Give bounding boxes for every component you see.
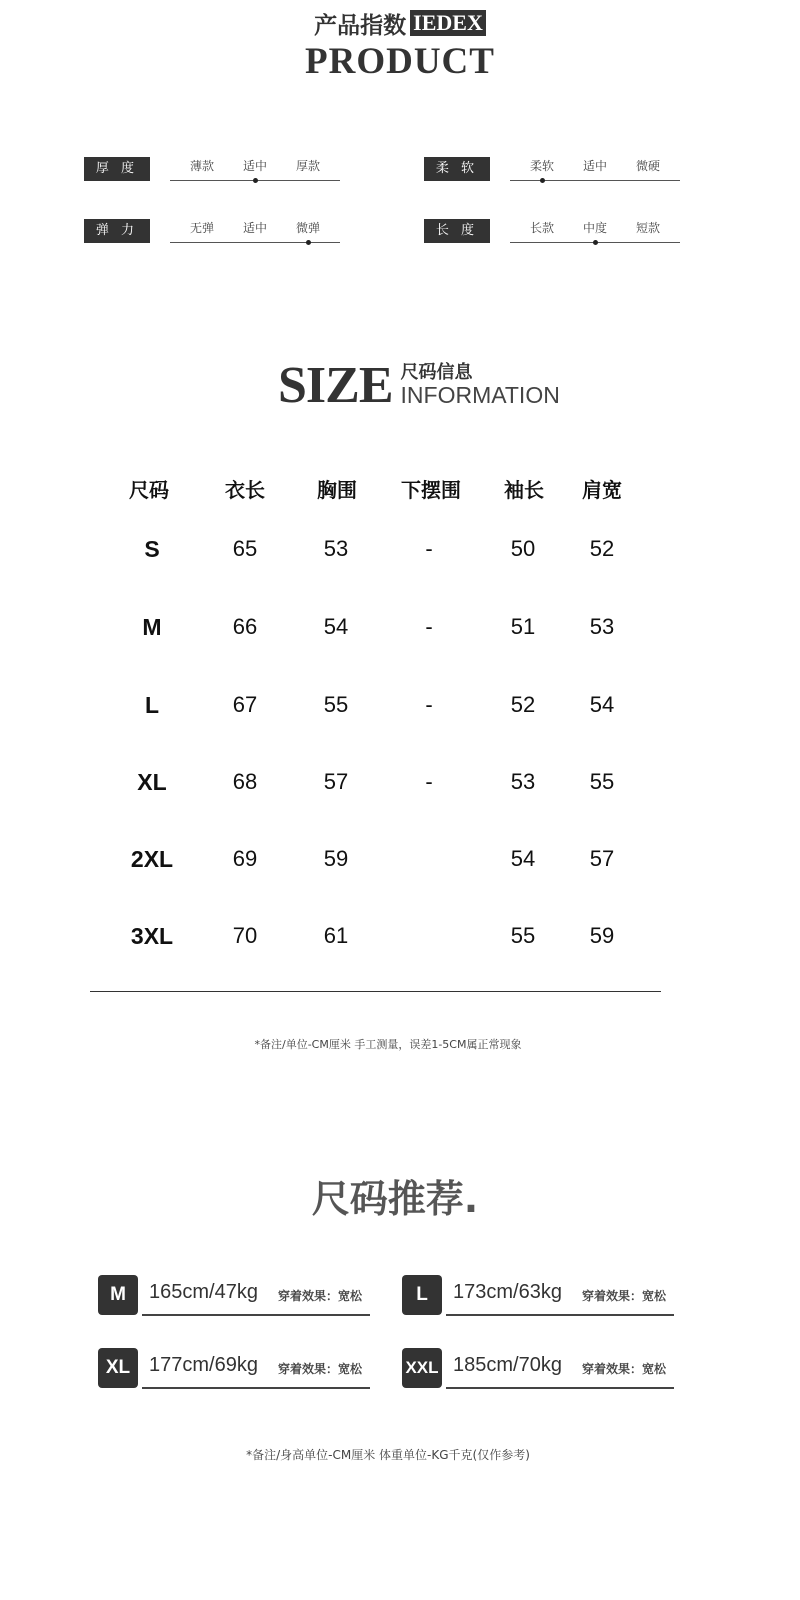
table-cell: 61: [323, 923, 349, 948]
height-weight: 165cm/47kg: [149, 1281, 258, 1303]
column-header: 袖长: [504, 478, 544, 502]
table-cell: 55: [510, 923, 536, 948]
index-option: 微硬: [635, 159, 660, 173]
index-label: 长 度: [424, 219, 490, 243]
table-cell: 53: [589, 614, 615, 639]
index-label: 柔 软: [424, 157, 490, 181]
index-length: [424, 219, 679, 249]
size-recommend-title: 尺码推荐.: [311, 1177, 479, 1221]
size-badge: XL: [98, 1348, 138, 1388]
fit-effect: 穿着效果：宽松: [582, 1362, 667, 1376]
recommend-item: [98, 1273, 378, 1317]
table-cell: M: [142, 614, 162, 640]
column-header: 下摆围: [401, 478, 461, 502]
recommend-item: [402, 1273, 682, 1317]
table-cell: 57: [589, 846, 615, 871]
size-info-title: [278, 356, 560, 414]
table-cell: 51: [510, 614, 536, 639]
height-weight: 177cm/69kg: [149, 1354, 258, 1376]
index-scale: [170, 157, 340, 181]
recommend-item: [98, 1346, 378, 1390]
table-cell: 59: [589, 923, 615, 948]
table-cell: L: [144, 692, 160, 718]
index-option: 薄款: [189, 159, 214, 173]
index-option: 适中: [582, 159, 607, 173]
table-cell: 69: [232, 846, 258, 871]
table-cell: 53: [323, 536, 349, 561]
table-cell: 50: [510, 536, 536, 561]
measurement-note: *备注/单位-CM厘米 手工测量，误差1-5CM属正常现象: [254, 1038, 522, 1051]
index-scale: [510, 219, 680, 243]
index-scale: [170, 219, 340, 243]
table-row: [90, 839, 660, 879]
table-row: [90, 607, 660, 647]
reference-note: *备注/身高单位-CM厘米 体重单位-KG千克(仅作参考): [246, 1448, 530, 1462]
table-row: [90, 685, 660, 725]
fit-effect: 穿着效果：宽松: [582, 1289, 667, 1303]
table-row: [90, 529, 660, 569]
table-cell: 53: [510, 769, 536, 794]
table-cell: 55: [323, 692, 349, 717]
table-cell: 52: [589, 536, 615, 561]
index-option: 适中: [242, 159, 267, 173]
table-cell: 57: [323, 769, 349, 794]
index-label: 厚 度: [84, 157, 150, 181]
product-index-tag: IEDEX: [410, 10, 486, 36]
index-elasticity: [84, 219, 339, 249]
index-option: 长款: [529, 221, 554, 235]
table-cell: 52: [510, 692, 536, 717]
size-badge: XXL: [402, 1348, 442, 1388]
product-index-title-cn: 产品指数: [314, 12, 407, 39]
index-option: 短款: [635, 221, 660, 235]
index-softness: [424, 157, 679, 187]
table-cell: -: [425, 614, 433, 639]
underline: [142, 1314, 370, 1316]
height-weight: 173cm/63kg: [453, 1281, 562, 1303]
size-title-en: INFORMATION: [400, 382, 560, 408]
table-cell: 54: [323, 614, 349, 639]
fit-effect: 穿着效果：宽松: [278, 1289, 363, 1303]
index-marker: [253, 178, 258, 183]
underline: [446, 1314, 674, 1316]
table-cell: 67: [232, 692, 258, 717]
size-title-big: SIZE: [278, 356, 393, 414]
table-cell: 2XL: [130, 846, 174, 872]
table-cell: 55: [589, 769, 615, 794]
product-index-title: [0, 8, 800, 38]
table-cell: 66: [232, 614, 258, 639]
table-row: [90, 762, 660, 802]
table-divider: [90, 991, 661, 992]
column-header: 肩宽: [582, 478, 622, 502]
column-header: 胸围: [317, 478, 357, 502]
index-scale: [510, 157, 680, 181]
table-cell: -: [425, 769, 433, 794]
table-cell: 3XL: [130, 923, 174, 949]
table-cell: 68: [232, 769, 258, 794]
size-title-cn: 尺码信息: [400, 362, 473, 383]
column-header: 尺码: [129, 478, 169, 502]
index-option: 中度: [582, 221, 607, 235]
height-weight: 185cm/70kg: [453, 1354, 562, 1376]
table-cell: S: [144, 536, 160, 562]
table-cell: 65: [232, 536, 258, 561]
table-header-row: [90, 470, 660, 510]
column-header: 衣长: [225, 478, 265, 502]
underline: [142, 1387, 370, 1389]
recommend-item: [402, 1346, 682, 1390]
table-cell: 54: [510, 846, 536, 871]
table-cell: -: [425, 536, 433, 561]
fit-effect: 穿着效果：宽松: [278, 1362, 363, 1376]
index-marker: [540, 178, 545, 183]
index-option: 无弹: [189, 221, 214, 235]
size-badge: M: [98, 1275, 138, 1315]
table-cell: 54: [589, 692, 615, 717]
underline: [446, 1387, 674, 1389]
product-heading: PRODUCT: [305, 41, 495, 82]
table-cell: -: [425, 692, 433, 717]
table-cell: 70: [232, 923, 258, 948]
table-cell: 59: [323, 846, 349, 871]
index-thickness: [84, 157, 339, 187]
table-row: [90, 916, 660, 956]
index-option: 适中: [242, 221, 267, 235]
index-marker: [306, 240, 311, 245]
index-option: 微弹: [295, 221, 320, 235]
index-option: 柔软: [529, 159, 554, 173]
size-badge: L: [402, 1275, 442, 1315]
index-marker: [593, 240, 598, 245]
table-cell: XL: [137, 769, 167, 795]
index-label: 弹 力: [84, 219, 150, 243]
index-option: 厚款: [295, 159, 320, 173]
